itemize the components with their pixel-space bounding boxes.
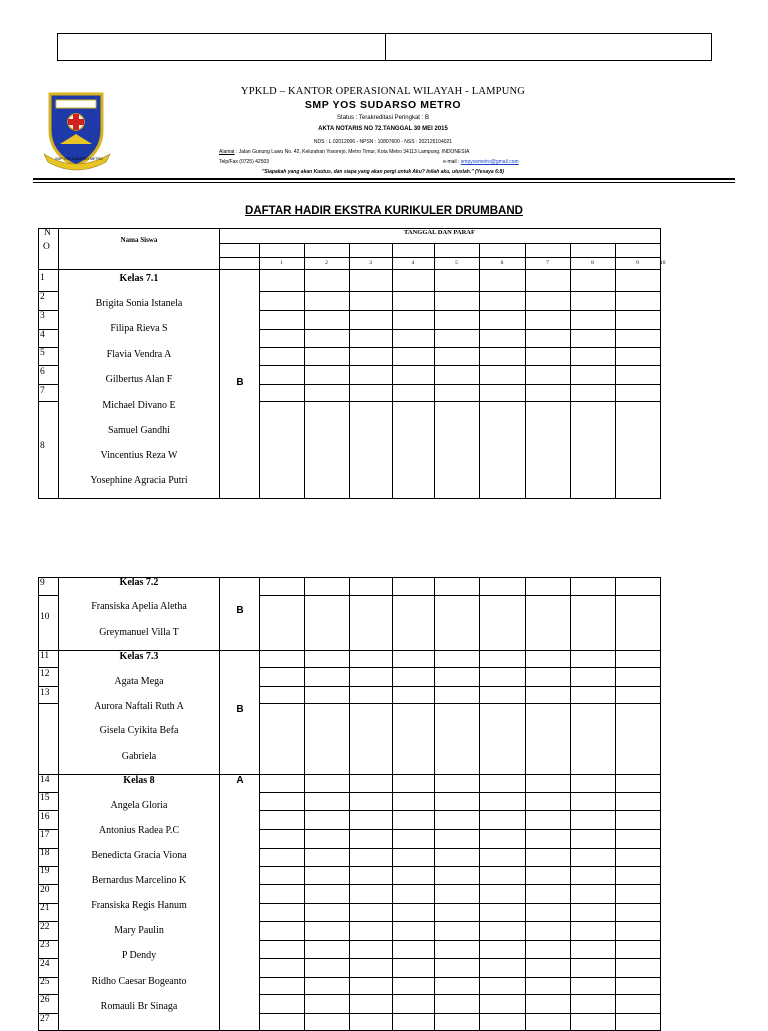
contact-line — [219, 159, 549, 165]
column-header-dates: TANGGAL DAN PARAF — [404, 229, 475, 236]
table-rule — [570, 577, 571, 651]
table-rule — [570, 650, 571, 775]
row-number: 4 — [40, 330, 45, 340]
row-number: 7 — [40, 386, 45, 396]
number-row-rule — [38, 810, 59, 811]
table-rule — [525, 650, 526, 775]
student-name: Antonius Radea P.C — [98, 825, 180, 836]
date-row-rule — [259, 401, 661, 402]
table-rule — [392, 269, 393, 499]
number-row-rule — [38, 686, 59, 687]
table-rule — [660, 577, 661, 651]
table-rule — [570, 774, 571, 1031]
address-text: : Jalan Gunung Lawu No. 42, Kelurahan Yosorejo, Metro Timur, Kota Metro 34113 Lampung. INDONESIA — [234, 149, 470, 155]
date-row-rule — [259, 848, 661, 849]
student-name: Bernardus Marcelino K — [91, 875, 187, 886]
student-name: Filipa Rieva S — [110, 323, 168, 334]
grade-mark: B — [236, 704, 244, 715]
logo-motto: ECCE VENIO — [58, 101, 89, 107]
table-rule — [479, 774, 480, 1031]
table-rule — [660, 774, 661, 1031]
date-column-number: 9 — [636, 260, 639, 266]
table-rule — [304, 650, 305, 775]
top-info-box — [57, 33, 712, 61]
table-rule — [304, 577, 305, 651]
table-rule — [304, 774, 305, 1031]
date-number-rule — [219, 257, 661, 258]
row-number: 15 — [40, 793, 50, 803]
date-row-rule — [259, 365, 661, 366]
table-rule — [38, 577, 39, 651]
date-column-number: 6 — [500, 260, 504, 266]
date-row-rule — [259, 866, 661, 867]
student-name: Mary Paulin — [114, 925, 164, 936]
date-row-rule — [259, 686, 661, 687]
table-rule — [38, 650, 39, 775]
table-rule — [434, 269, 435, 499]
row-number: 20 — [40, 885, 50, 895]
student-name: Gabriela — [121, 751, 157, 762]
student-name: Flavia Vendra A — [106, 349, 172, 360]
date-column-number: 2 — [325, 260, 328, 266]
table-rule — [615, 774, 616, 1031]
date-column-number: 4 — [411, 260, 415, 266]
row-number: 19 — [40, 866, 50, 876]
table-rule — [479, 577, 480, 651]
address-label: Alamat — [219, 149, 235, 155]
row-number: 24 — [40, 959, 50, 969]
date-row-rule — [259, 595, 661, 596]
header-rule-thin — [33, 182, 735, 183]
date-row-rule — [259, 1013, 661, 1014]
table-rule — [660, 269, 661, 499]
row-number: 12 — [40, 669, 50, 679]
date-row-rule — [259, 977, 661, 978]
email-link[interactable]: smpyosmetro@gmail.com — [460, 159, 519, 165]
column-header-no: N — [44, 228, 51, 238]
date-column-number: 10 — [660, 260, 666, 266]
table-rule — [525, 577, 526, 651]
table-rule — [660, 650, 661, 775]
row-number: 26 — [40, 995, 50, 1005]
table-rule — [349, 650, 350, 775]
row-number: 10 — [40, 612, 50, 622]
number-row-rule — [38, 384, 59, 385]
student-name: Gilbertus Alan F — [105, 374, 173, 385]
table-rule — [349, 774, 350, 1031]
student-name: Gisela Cyikita Befa — [99, 725, 179, 736]
row-number: 22 — [40, 922, 50, 932]
student-name: Aurora Naftali Ruth A — [94, 701, 184, 712]
grade-mark: A — [236, 775, 244, 786]
row-number: 17 — [40, 830, 50, 840]
number-row-rule — [38, 401, 59, 402]
table-rule — [38, 228, 39, 270]
row-number: 23 — [40, 940, 50, 950]
table-rule — [38, 269, 39, 499]
row-number: 11 — [40, 651, 50, 661]
table-rule — [525, 774, 526, 1031]
row-number: 1 — [40, 273, 45, 283]
date-row-rule — [259, 291, 661, 292]
date-row-rule — [259, 903, 661, 904]
header-rule-thick — [33, 178, 735, 180]
class-label: Kelas 7.1 — [119, 273, 159, 284]
address-line — [219, 149, 549, 155]
date-row-rule — [259, 829, 661, 830]
student-name: Greymanuel Villa T — [99, 627, 179, 638]
date-column-number: 3 — [369, 260, 372, 266]
class-label: Kelas 7.3 — [119, 651, 159, 662]
column-header-name: Nama Siswa — [120, 236, 158, 244]
document-title: DAFTAR HADIR EKSTRA KURIKULER DRUMBAND — [245, 205, 523, 217]
row-number: 25 — [40, 977, 50, 987]
row-number: 13 — [40, 688, 50, 698]
table-rule — [58, 577, 59, 651]
class-label: Kelas 8 — [123, 775, 155, 786]
date-column-number: 5 — [455, 260, 458, 266]
student-name: P Dendy — [121, 950, 157, 961]
student-name: Romauli Br Sinaga — [100, 1001, 178, 1012]
table-rule — [615, 650, 616, 775]
student-name: Agata Mega — [114, 676, 164, 687]
grade-mark: B — [236, 605, 244, 616]
logo-school-text: SMP YOS SUDARSO METRO — [55, 157, 103, 161]
number-row-rule — [38, 667, 59, 668]
table-rule — [349, 269, 350, 499]
number-row-rule — [38, 595, 59, 596]
school-ids: NDS : L.02012006 - NPSN : 10807600 - NSS : 202126104021 — [313, 139, 453, 145]
table-rule — [58, 228, 59, 270]
table-rule — [570, 269, 571, 499]
student-name: Vincentius Reza W — [100, 450, 178, 461]
row-number: 3 — [40, 311, 45, 321]
table-rule — [434, 577, 435, 651]
date-row-rule — [259, 329, 661, 330]
table-rule — [479, 650, 480, 775]
table-rule — [349, 577, 350, 651]
row-number: 18 — [40, 848, 50, 858]
table-rule — [304, 269, 305, 499]
date-row-rule — [259, 921, 661, 922]
school-name: SMP YOS SUDARSO METRO — [304, 99, 462, 111]
email-label: e-mail : — [443, 159, 461, 165]
number-row-rule — [38, 365, 59, 366]
date-row-rule — [259, 347, 661, 348]
student-name: Angela Gloria — [110, 800, 168, 811]
table-rule — [615, 577, 616, 651]
student-name: Fransiska Regis Hanum — [91, 900, 187, 911]
row-number: 2 — [40, 292, 45, 302]
row-number: 8 — [40, 441, 45, 451]
table-rule — [219, 774, 220, 1031]
date-row-rule — [259, 810, 661, 811]
date-header-rule — [219, 243, 661, 244]
date-column-number: 1 — [280, 260, 283, 266]
motto-verse: "Siapakah yang akan Kuutus, dan siapa yang akan pergi untuk Aku? Inilah aku, utuslah." (Yesaya 6:8) — [262, 169, 504, 175]
grade-mark: B — [236, 377, 244, 388]
date-row-rule — [259, 384, 661, 385]
row-number: 14 — [40, 775, 50, 785]
date-row-rule — [259, 994, 661, 995]
notary-deed: AKTA NOTARIS NO 72.TANGGAL 30 MEI 2015 — [318, 126, 448, 132]
date-row-rule — [259, 792, 661, 793]
date-row-rule — [259, 703, 661, 704]
row-number: 16 — [40, 812, 50, 822]
table-rule — [392, 577, 393, 651]
accreditation-status: Status : Terakreditasi Peringkat : B — [337, 115, 429, 121]
table-rule — [434, 650, 435, 775]
date-row-rule — [259, 667, 661, 668]
class-label: Kelas 7.2 — [119, 577, 159, 588]
date-row-rule — [259, 884, 661, 885]
table-rule — [615, 269, 616, 499]
student-name: Samuel Gandhi — [108, 425, 170, 436]
table-rule — [38, 774, 39, 1031]
date-row-rule — [259, 940, 661, 941]
date-row-rule — [259, 310, 661, 311]
date-column-number: 8 — [591, 260, 594, 266]
student-name: Michael Divano E — [102, 400, 176, 411]
table-rule — [434, 774, 435, 1031]
row-number: 27 — [40, 1014, 50, 1024]
number-row-rule — [38, 703, 59, 704]
column-header-no-2: O — [43, 242, 50, 252]
table-rule — [525, 269, 526, 499]
foundation-name: YPKLD – KANTOR OPERASIONAL WILAYAH - LAMPUNG — [240, 86, 526, 97]
student-name: Yosephine Agracia Putri — [90, 475, 188, 486]
phone-fax: Telp/Fax (0725) 42503 — [219, 159, 270, 165]
row-number: 6 — [40, 367, 45, 377]
student-name: Fransiska Apelia Aletha — [91, 601, 187, 612]
row-number: 21 — [40, 903, 50, 913]
table-rule — [392, 650, 393, 775]
student-name: Benedicta Gracia Viona — [91, 850, 187, 861]
student-name: Ridho Caesar Bogeanto — [91, 976, 187, 987]
table-rule — [392, 774, 393, 1031]
student-name: Brigita Sonia Istanela — [95, 298, 183, 309]
date-column-number: 7 — [546, 260, 549, 266]
row-number: 5 — [40, 348, 45, 358]
table-rule — [479, 269, 480, 499]
date-row-rule — [259, 958, 661, 959]
table-rule — [259, 774, 260, 1031]
row-number: 9 — [40, 578, 45, 588]
